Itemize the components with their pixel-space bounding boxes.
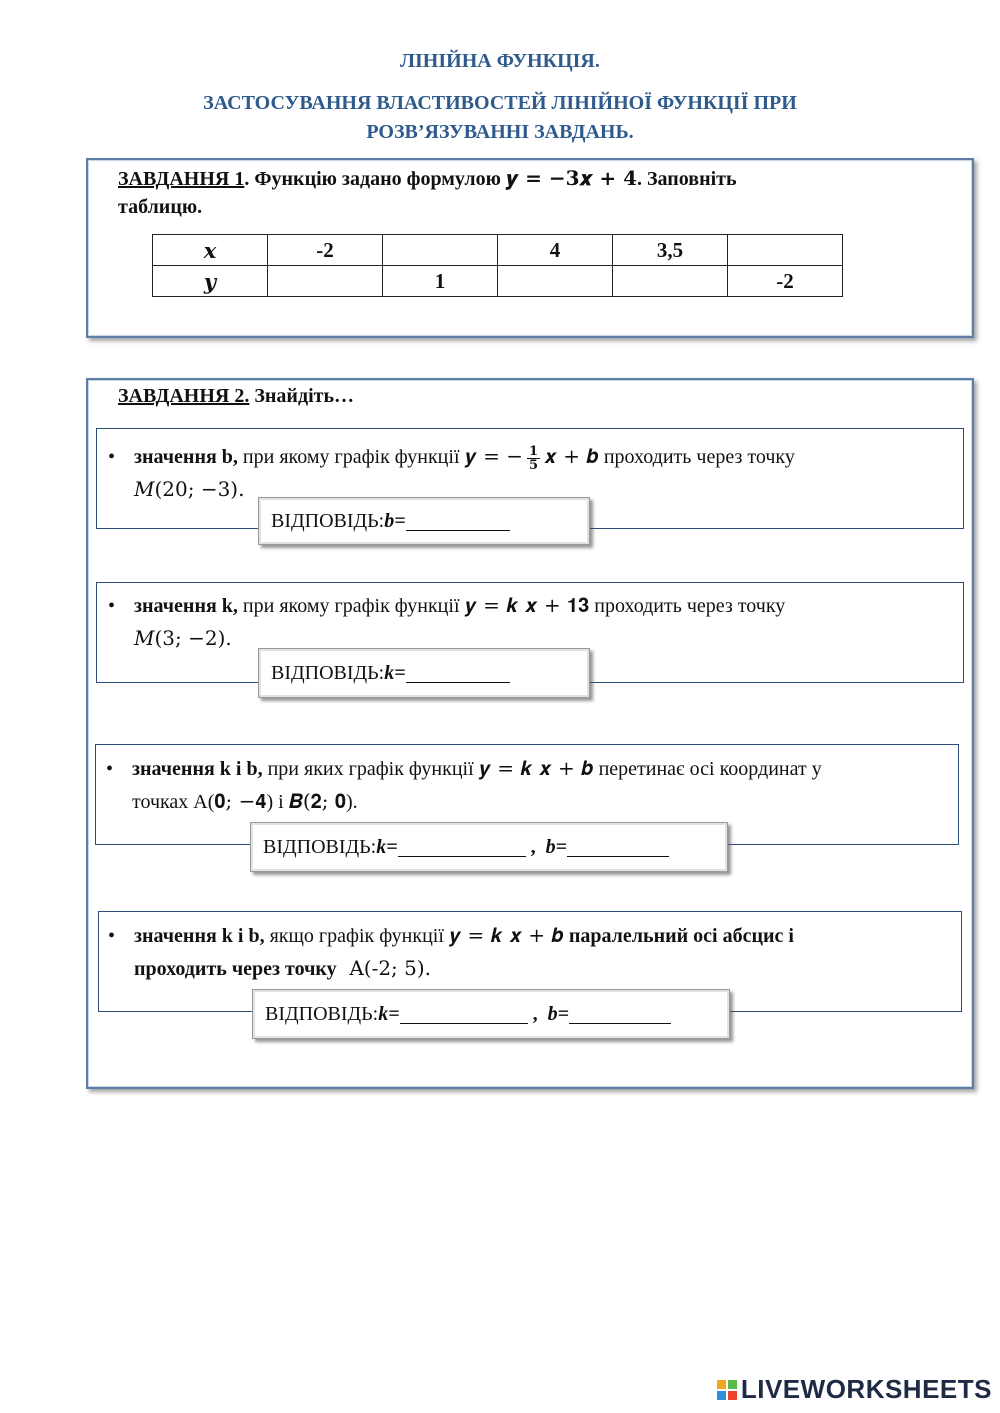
q1-frac-num: 1 [529,443,539,459]
task2-intro: Знайдіть… [249,385,355,407]
q4-formula: 𝒚 = 𝒌 𝒙 + 𝒃 [448,923,564,947]
q3-line2-e: ). [345,791,358,813]
values-table [152,234,843,297]
task2-statement [118,385,354,408]
q1-tail: проходить через точку [598,446,795,468]
answer4-blank-b[interactable] [569,1005,671,1024]
y-cell-1[interactable] [268,266,383,297]
task1-label: ЗАВДАННЯ 1 [118,168,245,190]
q4-text: якщо графік функції [264,925,449,947]
answer4-separator: , [527,1002,548,1025]
table-row-y [153,266,843,297]
task1-formula: 𝒚 = −𝟑𝒙 + 𝟒 [505,166,637,190]
y-cell-4[interactable] [613,266,728,297]
q3-tail: перетинає осі координат у [593,758,822,780]
answer2-var: k= [384,661,406,684]
answer3-blank-k[interactable] [398,838,526,857]
answer4-var-b: b= [547,1002,570,1025]
answer3-box[interactable] [250,822,728,872]
q1-frac-den: 5 [529,457,539,473]
task1-text-line2: таблицю. [118,196,203,218]
logo-text: LIVEWORKSHEETS [740,1374,992,1404]
page-title: ЛІНІЙНА ФУНКЦІЯ. [400,50,600,72]
q3-point-a: 𝟎; −𝟒 [214,789,267,813]
x-cell-5[interactable] [728,235,843,266]
q3-line2-a: точках A( [132,791,215,813]
x-cell-2[interactable] [383,235,498,266]
q4-point: A(-2; 5). [336,956,432,980]
y-cell-5: -2 [728,266,843,297]
q3-formula: 𝒚 = 𝒌 𝒙 + 𝒃 [478,756,594,780]
x-cell-1: -2 [268,235,383,266]
answer4-box[interactable] [252,989,730,1039]
answer3-var-k: k= [376,835,398,858]
x-cell-4: 3,5 [613,235,728,266]
answer4-label: ВІДПОВІДЬ: [265,1002,379,1025]
q1-formula-a: 𝒚 = − [464,444,523,468]
y-cell-2: 1 [383,266,498,297]
answer2-label: ВІДПОВІДЬ: [271,661,385,684]
page-subtitle-line2: РОЗВ’ЯЗУВАННІ ЗАВДАНЬ. [366,121,634,143]
answer3-label: ВІДПОВІДЬ: [263,835,377,858]
q2-text: при якому графік функції [237,595,465,617]
q1-formula-b: 𝒙 + 𝒃 [544,444,599,468]
task1-text-before: . Функцію задано формулою [244,168,506,190]
q3-bold: значення k і b, [132,758,263,780]
q1-text: при якому графік функції [237,446,465,468]
question3-text: • значення k і b, при яких графік функції 𝒚 = 𝒌 𝒙 + 𝒃 перетинає осі координат у точках A(𝟎; −𝟒) і 𝑩(𝟐; 𝟎). [106,756,822,813]
y-cell-3[interactable] [498,266,613,297]
q4-tail: паралельний осі абсцис і [563,925,794,947]
q1-bold: значення b, [134,446,238,468]
question1-text: • значення b, при якому графік функції 𝒚 = − $\frac{1}{5}$ 𝒙 + 𝒃 проходить через точку 𝑀(20; −3). [108,443,795,501]
answer3-blank-b[interactable] [567,838,669,857]
task1-text-after: . Заповніть [636,168,737,190]
question2-text: • значення k, при якому графік функції 𝒚 = 𝒌 𝒙 + 𝟏𝟑 проходить через точку 𝑀(3; −2). [108,593,786,650]
answer4-blank-k[interactable] [400,1005,528,1024]
answer1-label: ВІДПОВІДЬ: [271,509,385,532]
answer2-box[interactable] [258,648,590,698]
q3-line2-c: ) і [266,791,289,813]
logo-mark-icon [717,1380,737,1400]
answer4-var-k: k= [378,1002,400,1025]
task2-label: ЗАВДАННЯ 2. [118,385,250,407]
question4-text: • значення k і b, якщо графік функції 𝒚 = 𝒌 𝒙 + 𝒃 паралельний осі абсцис і проходить через точку A(-2; 5). [108,923,794,980]
task1-statement [118,164,948,221]
answer1-var: b= [384,509,406,532]
answer1-blank[interactable] [406,512,510,531]
q2-formula: 𝒚 = 𝒌 𝒙 + 𝟏𝟑 [464,593,590,617]
page-subtitle-line1: ЗАСТОСУВАННЯ ВЛАСТИВОСТЕЙ ЛІНІЙНОЇ ФУНКЦІЇ ПРИ [203,92,797,114]
q4-bold: значення k і b, [134,925,265,947]
q2-point: 𝑀(3; −2). [134,626,232,650]
x-cell-3: 4 [498,235,613,266]
q1-fraction [527,445,540,472]
q1-point: 𝑀(20; −3). [134,477,245,501]
q2-bold: значення k, [134,595,238,617]
answer1-box[interactable] [258,497,590,545]
q2-tail: проходить через точку [589,595,786,617]
q4-line2-bold: проходить через точку [134,958,337,980]
liveworksheets-logo [717,1374,992,1405]
q3-text: при яких графік функції [262,758,479,780]
q3-point-b: 𝑩(𝟐; 𝟎 [288,789,346,813]
answer3-separator: , [525,835,546,858]
answer2-blank[interactable] [406,664,510,683]
table-row-x [153,235,843,266]
y-header-cell: y [153,266,268,297]
answer3-var-b: b= [545,835,568,858]
x-header-cell: x [153,235,268,266]
